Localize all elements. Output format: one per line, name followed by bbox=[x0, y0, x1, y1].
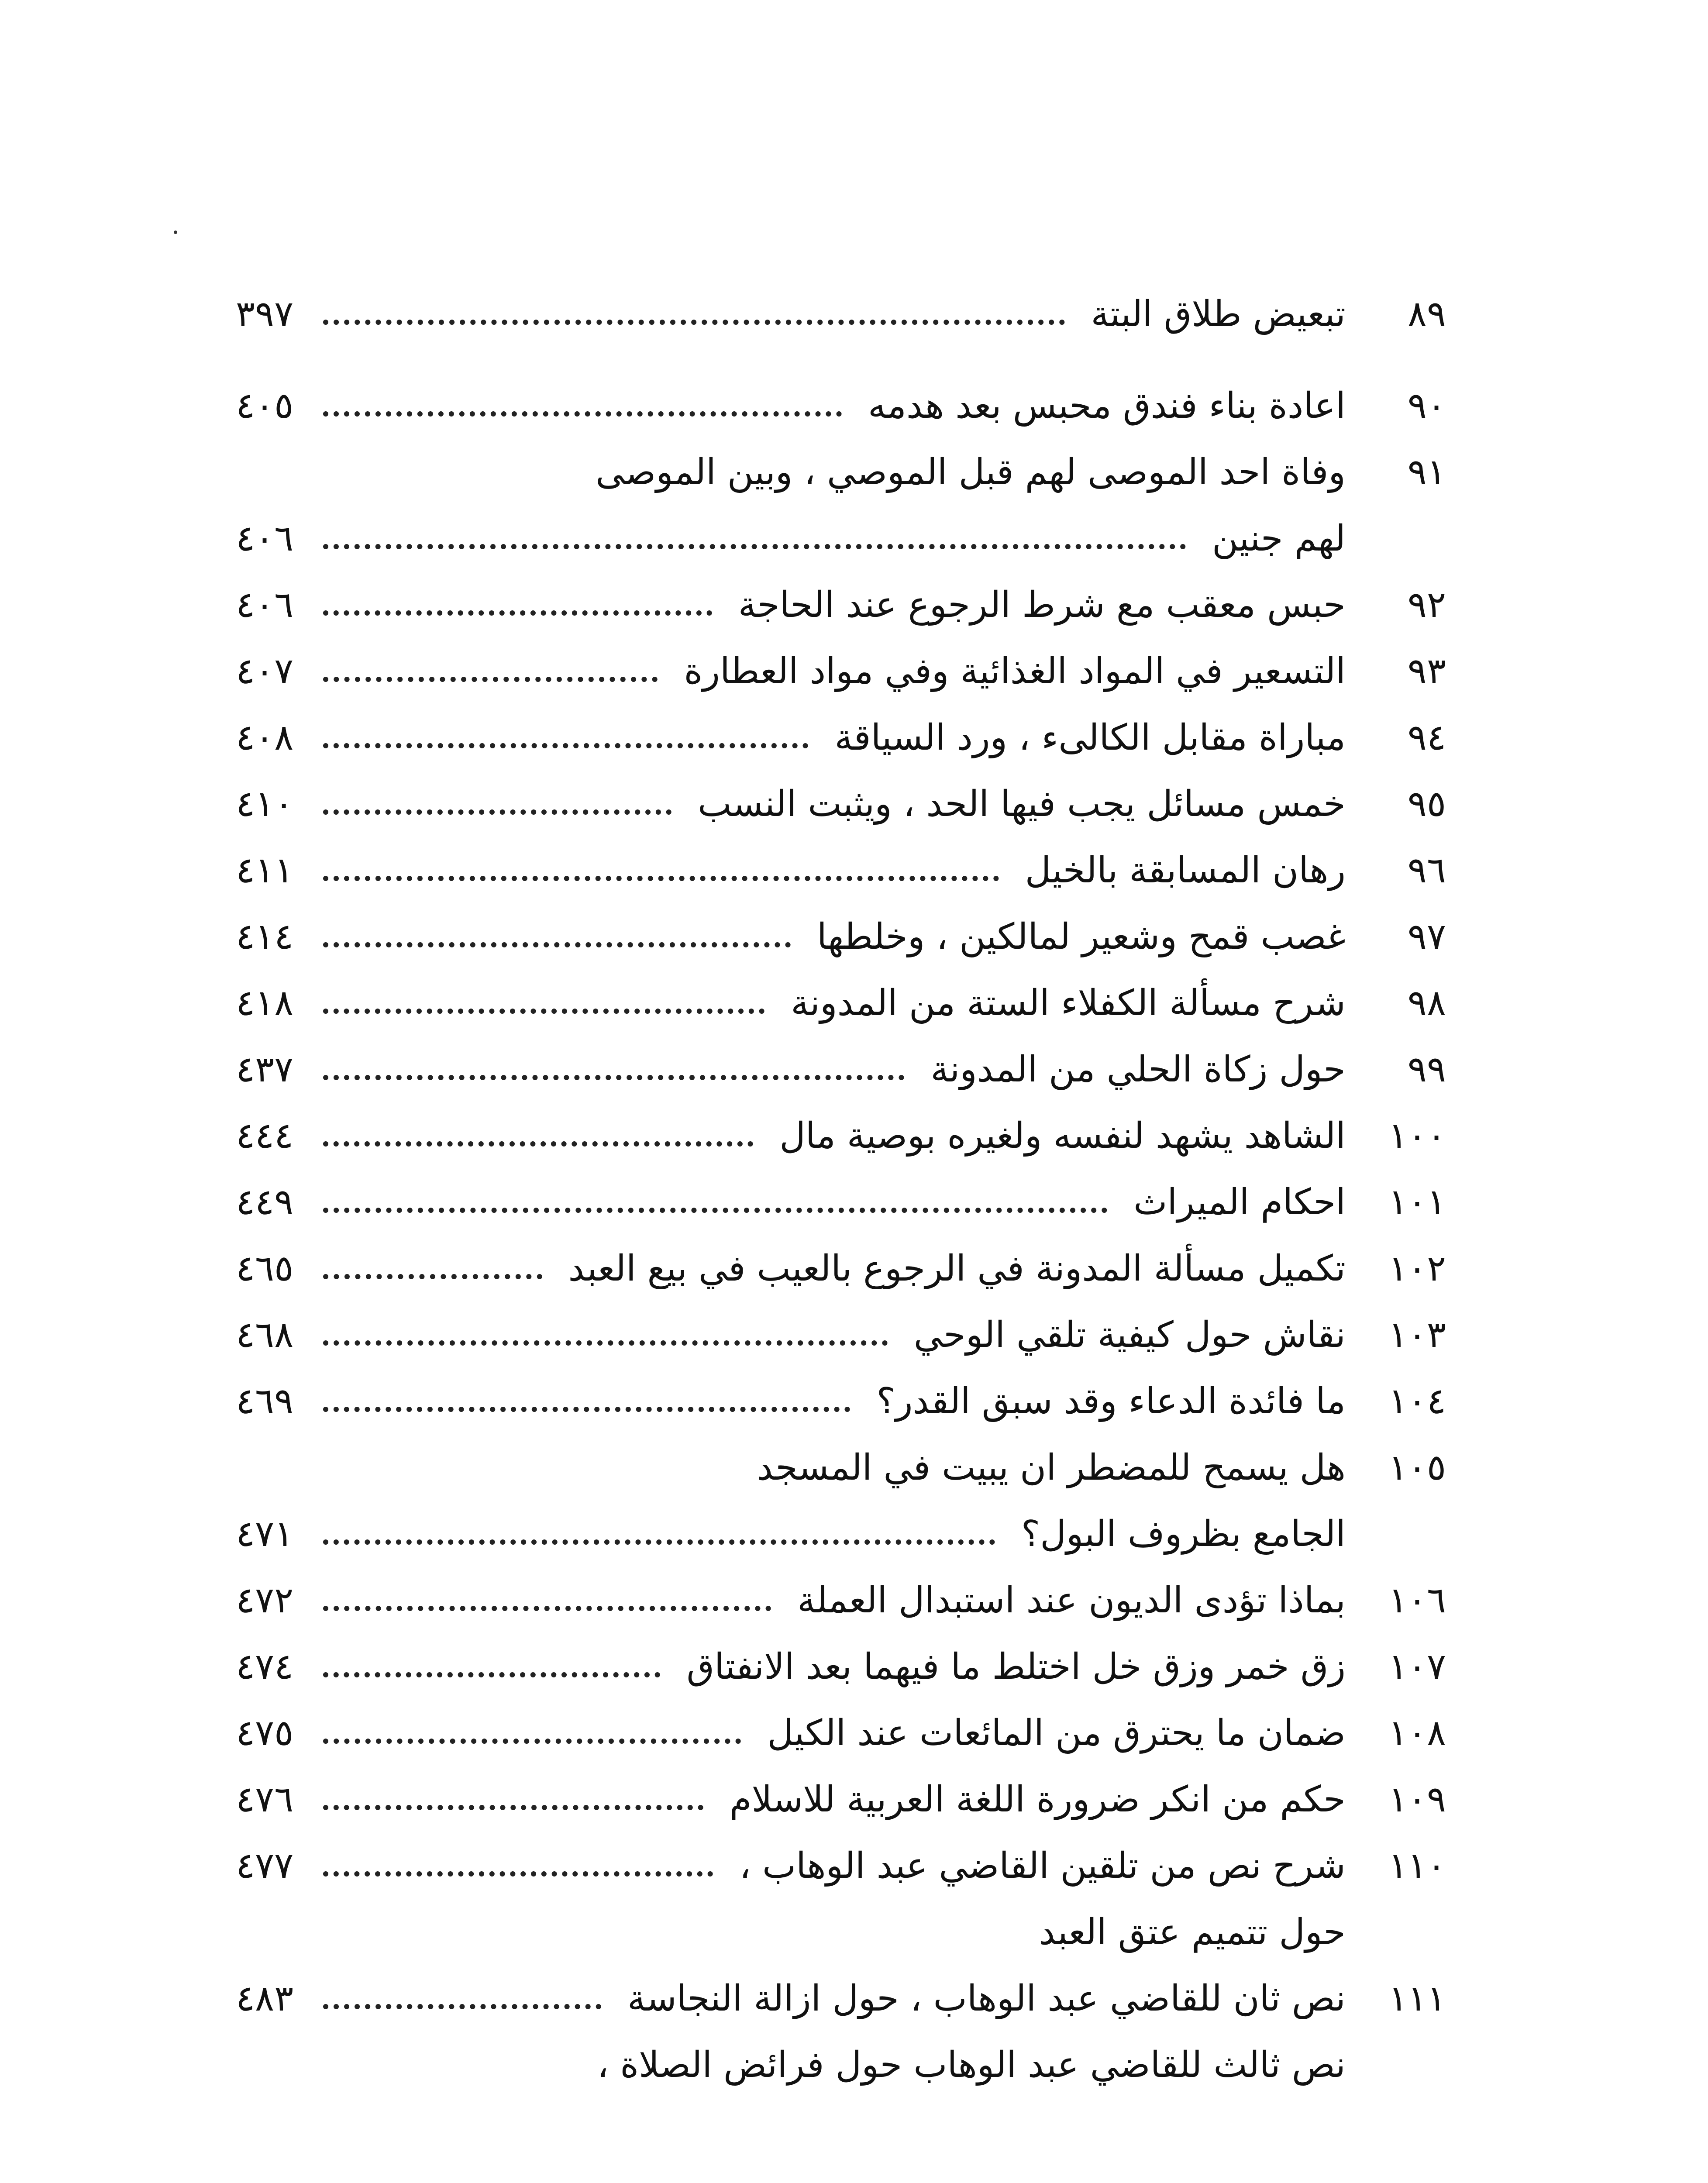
dot-leader bbox=[323, 1672, 660, 1677]
entry-title: حول زكاة الحلي من المدونة bbox=[930, 1049, 1346, 1090]
dot-leader bbox=[323, 677, 658, 682]
toc-entry bbox=[236, 279, 1446, 349]
dot-leader bbox=[323, 1075, 904, 1080]
entry-page: ٤٤٩ bbox=[236, 1181, 294, 1223]
dot-leader bbox=[323, 1009, 764, 1014]
entry-page: ٤١٠ bbox=[236, 783, 294, 825]
entry-title: ما فائدة الدعاء وقد سبق القدر؟ bbox=[876, 1381, 1346, 1422]
entry-title: شرح مسألة الكفلاء الستة من المدونة bbox=[791, 982, 1346, 1024]
entry-number: ١٠٩ bbox=[1388, 1779, 1446, 1820]
entry-title: نقاش حول كيفية تلقي الوحي bbox=[913, 1314, 1346, 1356]
toc-entry-continuation bbox=[236, 1499, 1446, 1569]
dot-leader bbox=[323, 2004, 601, 2009]
toc-entry-continuation bbox=[236, 2030, 1446, 2100]
entry-page: ٤١١ bbox=[236, 850, 294, 891]
dot-leader bbox=[323, 544, 1186, 549]
entry-number: ١١١ bbox=[1388, 1978, 1446, 2019]
entry-title: نص ثالث للقاضي عبد الوهاب حول فرائض الصلاة ، bbox=[597, 2044, 1346, 2086]
toc-entry bbox=[236, 1964, 1446, 2034]
toc-entry bbox=[236, 1831, 1446, 1901]
dot-leader bbox=[323, 1805, 703, 1810]
entry-page: ٤٧٦ bbox=[236, 1779, 294, 1820]
entry-number: ١٠٠ bbox=[1388, 1115, 1446, 1157]
entry-number: ٩٣ bbox=[1407, 651, 1446, 692]
toc-entry bbox=[236, 1300, 1446, 1370]
toc-entry bbox=[236, 1433, 1446, 1503]
toc-entry bbox=[236, 1167, 1446, 1237]
entry-number: ٩٥ bbox=[1407, 783, 1446, 825]
entry-number: ١٠٣ bbox=[1388, 1314, 1446, 1356]
entry-page: ٤٦٥ bbox=[236, 1248, 294, 1289]
dot-leader bbox=[323, 1871, 713, 1877]
entry-number: ٩٤ bbox=[1407, 717, 1446, 758]
toc-entry bbox=[236, 371, 1446, 441]
entry-number: ١١٠ bbox=[1388, 1845, 1446, 1887]
toc-entry bbox=[236, 1632, 1446, 1702]
dot-leader bbox=[323, 1274, 542, 1279]
entry-page: ٤١٨ bbox=[236, 982, 294, 1024]
toc-entry bbox=[236, 968, 1446, 1038]
dot-leader bbox=[323, 1739, 741, 1744]
toc-entry bbox=[236, 902, 1446, 972]
entry-title: الجامع بظروف البول؟ bbox=[1021, 1513, 1346, 1555]
dot-leader bbox=[323, 1407, 850, 1412]
entry-number: ١٠١ bbox=[1388, 1181, 1446, 1223]
dot-leader bbox=[323, 743, 808, 748]
dot-leader bbox=[323, 1208, 1107, 1213]
toc-entry bbox=[236, 703, 1446, 773]
entry-number: ١٠٦ bbox=[1388, 1580, 1446, 1621]
entry-number: ١٠٥ bbox=[1388, 1447, 1446, 1488]
entry-title: شرح نص من تلقين القاضي عبد الوهاب ، bbox=[739, 1845, 1346, 1887]
entry-title: رهان المسابقة بالخيل bbox=[1025, 850, 1346, 891]
entry-title: التسعير في المواد الغذائية وفي مواد العطارة bbox=[684, 651, 1346, 692]
dot-leader bbox=[323, 942, 791, 947]
entry-number: ١٠٤ bbox=[1388, 1381, 1446, 1422]
entry-number: ١٠٨ bbox=[1388, 1712, 1446, 1754]
scan-speck bbox=[174, 231, 177, 234]
toc-entry bbox=[236, 637, 1446, 706]
toc-entry bbox=[236, 570, 1446, 640]
entry-number: ٩٧ bbox=[1407, 916, 1446, 957]
entry-title: مباراة مقابل الكالىء ، ورد السياقة bbox=[834, 717, 1346, 758]
entry-title: احكام الميراث bbox=[1133, 1181, 1346, 1223]
toc-entry bbox=[236, 1765, 1446, 1835]
entry-page: ٤٦٨ bbox=[236, 1314, 294, 1356]
entry-page: ٤٧١ bbox=[236, 1513, 294, 1555]
entry-page: ٤٠٦ bbox=[236, 518, 294, 559]
entry-page: ٤١٤ bbox=[236, 916, 294, 957]
toc-entry bbox=[236, 769, 1446, 839]
dot-leader bbox=[323, 1539, 995, 1545]
entry-number: ٩٠ bbox=[1407, 385, 1446, 427]
entry-number: ٩٦ bbox=[1407, 850, 1446, 891]
dot-leader bbox=[323, 320, 1065, 325]
entry-title: خمس مسائل يجب فيها الحد ، ويثبت النسب bbox=[698, 783, 1346, 825]
toc-entry bbox=[236, 1367, 1446, 1436]
entry-number: ٩١ bbox=[1407, 451, 1446, 493]
entry-number: ١٠٧ bbox=[1388, 1646, 1446, 1687]
dot-leader bbox=[323, 1340, 888, 1346]
entry-page: ٤٠٥ bbox=[236, 385, 294, 427]
entry-number: ٩٢ bbox=[1407, 584, 1446, 626]
dot-leader bbox=[323, 411, 842, 417]
entry-page: ٤٦٩ bbox=[236, 1381, 294, 1422]
entry-page: ٤٧٢ bbox=[236, 1580, 294, 1621]
entry-page: ٤٤٤ bbox=[236, 1115, 294, 1157]
entry-number: ٩٨ bbox=[1407, 982, 1446, 1024]
entry-page: ٤٠٨ bbox=[236, 717, 294, 758]
entry-page: ٤٧٤ bbox=[236, 1646, 294, 1687]
entry-title: الشاهد يشهد لنفسه ولغيره بوصية مال bbox=[779, 1115, 1346, 1157]
entry-title: لهم جنين bbox=[1212, 518, 1346, 559]
entry-title: غصب قمح وشعير لمالكين ، وخلطها bbox=[817, 916, 1346, 957]
dot-leader bbox=[323, 809, 671, 815]
entry-title: نص ثان للقاضي عبد الوهاب ، حول ازالة النجاسة bbox=[627, 1978, 1346, 2019]
toc-entry bbox=[236, 437, 1446, 507]
toc-entry-continuation bbox=[236, 1897, 1446, 1967]
entry-number: ٨٩ bbox=[1407, 293, 1446, 335]
entry-page: ٤٠٦ bbox=[236, 584, 294, 626]
toc-entry bbox=[236, 1566, 1446, 1636]
entry-page: ٤٧٧ bbox=[236, 1845, 294, 1887]
entry-number: ٩٩ bbox=[1407, 1049, 1446, 1090]
entry-page: ٤٠٧ bbox=[236, 651, 294, 692]
entry-title: بماذا تؤدى الديون عند استبدال العملة bbox=[797, 1580, 1346, 1621]
toc-entry bbox=[236, 1035, 1446, 1105]
entry-page: ٣٩٧ bbox=[236, 293, 294, 335]
entry-title: زق خمر وزق خل اختلط ما فيهما بعد الانفتاق bbox=[686, 1646, 1346, 1687]
dot-leader bbox=[323, 876, 999, 881]
entry-title: اعادة بناء فندق محبس بعد هدمه bbox=[868, 385, 1346, 427]
entry-title: هل يسمح للمضطر ان يبيت في المسجد bbox=[757, 1447, 1346, 1488]
entry-title: تكميل مسألة المدونة في الرجوع بالعيب في بيع العبد bbox=[568, 1248, 1346, 1289]
entry-title: حكم من انكر ضرورة اللغة العربية للاسلام bbox=[729, 1779, 1346, 1820]
toc-entry bbox=[236, 1698, 1446, 1768]
entry-page: ٤٣٧ bbox=[236, 1049, 294, 1090]
entry-page: ٤٨٣ bbox=[236, 1978, 294, 2019]
dot-leader bbox=[323, 1141, 753, 1147]
entry-title: حول تتميم عتق العبد bbox=[1039, 1911, 1346, 1953]
dot-leader bbox=[323, 610, 712, 616]
entry-title: تبعيض طلاق البتة bbox=[1091, 293, 1346, 335]
toc-entry-continuation bbox=[236, 504, 1446, 574]
entry-page: ٤٧٥ bbox=[236, 1712, 294, 1754]
entry-title: ضمان ما يحترق من المائعات عند الكيل bbox=[767, 1712, 1346, 1754]
entry-number: ١٠٢ bbox=[1388, 1248, 1446, 1289]
dot-leader bbox=[323, 1606, 771, 1611]
toc-entry bbox=[236, 836, 1446, 906]
toc-entry bbox=[236, 1101, 1446, 1171]
entry-title: حبس معقب مع شرط الرجوع عند الحاجة bbox=[738, 584, 1346, 626]
toc-entry bbox=[236, 1234, 1446, 1304]
entry-title: وفاة احد الموصى لهم قبل الموصي ، وبين الموصى bbox=[596, 451, 1346, 493]
